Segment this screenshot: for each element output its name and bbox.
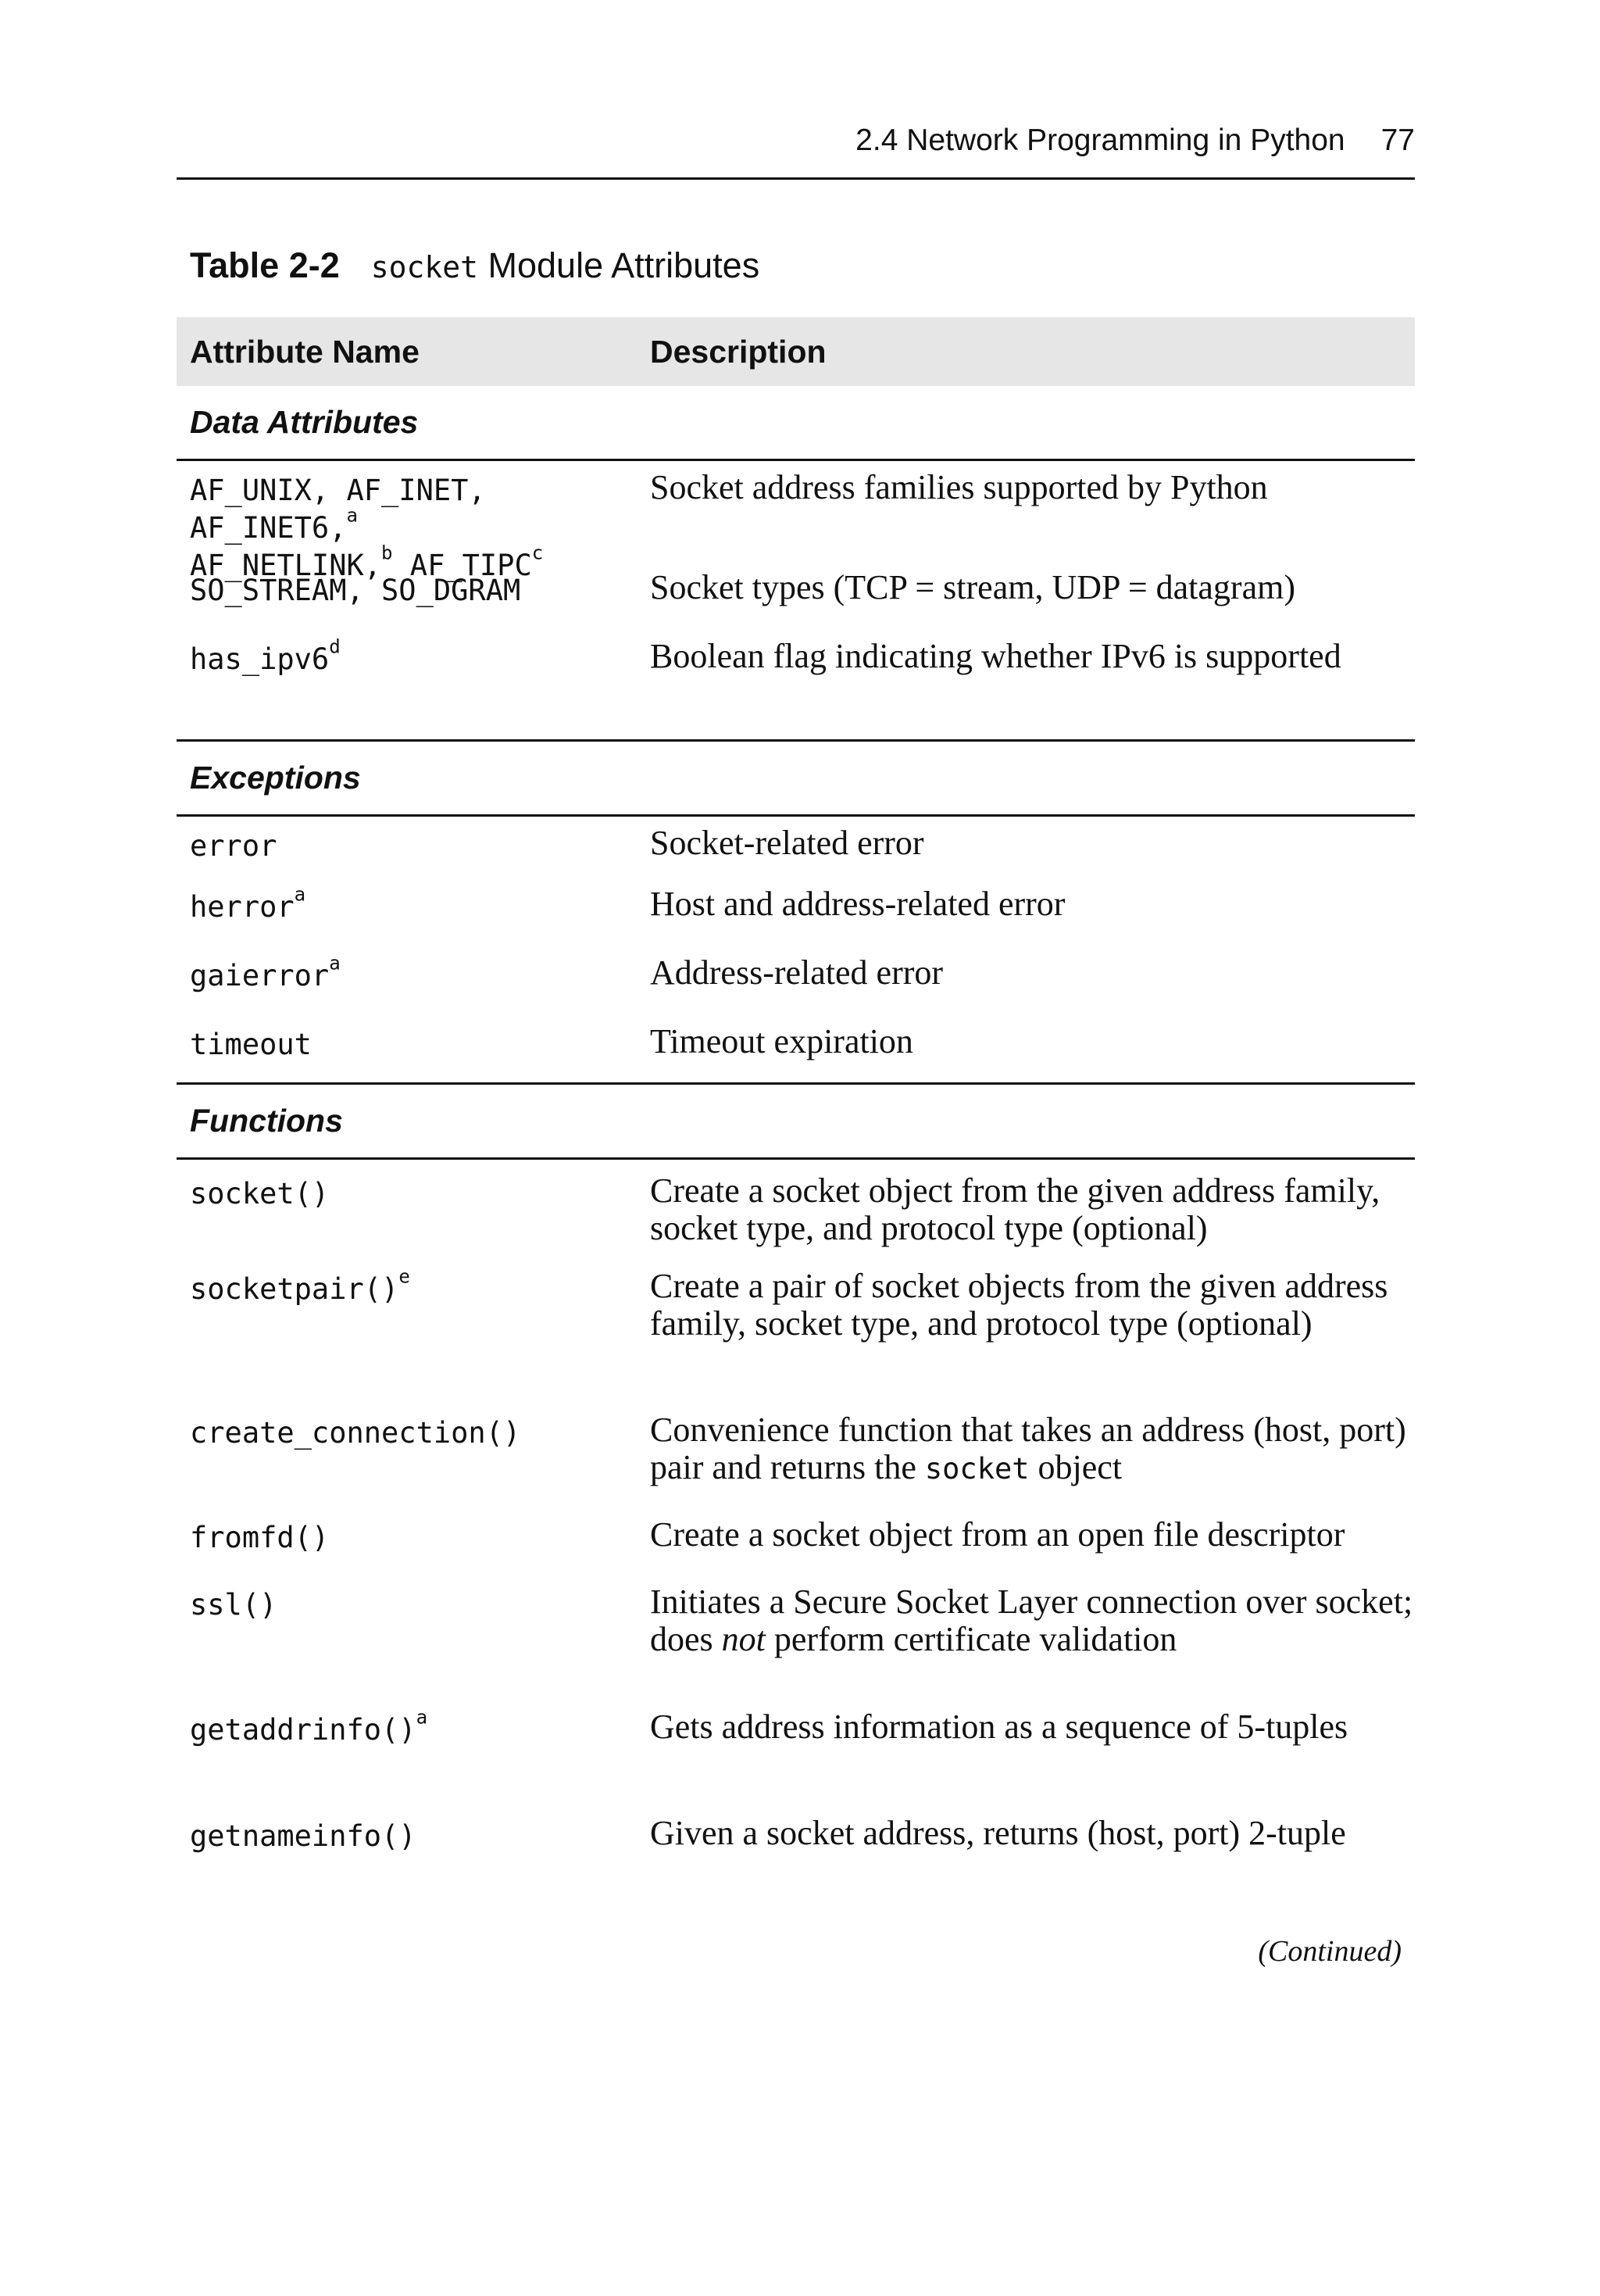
description-text: object [1029,1448,1123,1486]
description-cell: Create a socket object from the given address family, socket type, and protocol type (optional) [650,1171,1380,1247]
footnote-marker: a [329,952,341,975]
table-row [177,1023,1415,1085]
attribute-name-cell: ssl() [190,1588,277,1622]
table-row [177,461,1415,582]
table-header-row [177,317,1415,386]
header-rule [177,177,1415,180]
footnote-marker: a [416,1706,428,1729]
header-attribute-name: Attribute Name [190,333,420,370]
attribute-name-cell [177,885,650,954]
table-row [177,1160,1415,1268]
group-title: Functions [177,1085,1415,1160]
footnote-marker: d [329,635,341,658]
attribute-name: gaierror [190,959,330,992]
description-cell: Create a socket object from an open file descriptor [650,1515,1345,1554]
table-row [177,885,1415,954]
footnote-marker: a [294,883,306,906]
footnote-marker: c [531,542,544,564]
attribute-name-cell: SO_STREAM, SO_DGRAM [190,574,521,607]
description-cell: Socket-related error [650,824,924,862]
table-row [177,1265,1415,1411]
table-caption-mono: socket [370,250,479,284]
attribute-name: getaddrinfo() [190,1713,416,1747]
table-row [177,1411,1415,1516]
attribute-name: herror [190,890,295,924]
description-cell: Boolean flag indicating whether IPv6 is supported [650,637,1341,675]
description-cell: Gets address information as a sequence of 5-tuples [650,1708,1348,1746]
attribute-name-cell: timeout [190,1028,312,1061]
attributes-table [177,317,1415,1901]
footnote-marker: e [398,1265,410,1288]
attribute-name-cell: fromfd() [190,1521,330,1554]
table-row [177,1583,1415,1708]
table-row [177,1708,1415,1815]
description-cell [650,1411,1415,1516]
table-row [177,1516,1415,1583]
description-code: socket [924,1452,1030,1486]
table-row [177,569,1415,638]
attribute-name-cell [177,1265,650,1411]
attribute-name-cell: getnameinfo() [190,1819,416,1853]
running-head-section: 2.4 Network Programming in Python [855,123,1345,157]
table-row [177,1815,1415,1901]
attribute-name-cell [177,635,650,739]
attribute-name: socketpair() [190,1272,399,1306]
attribute-name: AF_UNIX, AF_INET, AF_INET6, [190,474,486,545]
footnote-marker: b [381,542,393,564]
group-data-attributes [177,386,1415,742]
table-caption-label: Table 2-2 [190,245,340,285]
table-caption [190,245,759,286]
description-cell: Timeout expiration [650,1022,913,1060]
attribute-name: AF_TIPC [392,549,532,582]
attribute-name: has_ipv6 [190,642,330,676]
attribute-name-cell: create_connection() [190,1416,521,1450]
description-cell: Create a pair of socket objects from the given address family, socket type, and protocol type (optional) [650,1267,1388,1343]
description-text: perform certificate validation [765,1620,1177,1658]
description-cell: Host and address-related error [650,885,1066,923]
table-row [177,635,1415,742]
description-cell: Socket address families supported by Python [650,468,1268,506]
description-text: Initiates a Secure Socket Layer connection over socket; does [650,1583,1413,1658]
group-title: Exceptions [177,742,1415,817]
continued-note: (Continued) [1258,1935,1402,1968]
page-number: 77 [1380,123,1415,157]
attribute-name-cell [177,954,650,1023]
attribute-name-cell [177,1708,650,1815]
description-cell [650,1583,1415,1708]
header-description: Description [650,333,827,370]
attribute-name-cell [177,469,650,582]
description-emphasis: not [721,1620,766,1658]
attribute-name-cell: error [190,829,277,863]
description-cell: Address-related error [650,953,944,992]
description-cell: Socket types (TCP = stream, UDP = datagram) [650,568,1295,606]
table-caption-rest: Module Attributes [478,245,760,285]
group-title: Data Attributes [177,386,1415,461]
table-row [177,817,1415,885]
footnote-marker: a [346,504,358,527]
running-head [855,123,1415,158]
description-text: Convenience function that takes an address (host, port) pair and returns the [650,1411,1406,1486]
group-functions [177,1085,1415,1901]
group-exceptions [177,742,1415,1085]
attribute-name: AF_NETLINK, [190,549,382,582]
attribute-name-cell: socket() [190,1177,330,1211]
table-row [177,954,1415,1023]
description-cell: Given a socket address, returns (host, port) 2-tuple [650,1814,1346,1852]
